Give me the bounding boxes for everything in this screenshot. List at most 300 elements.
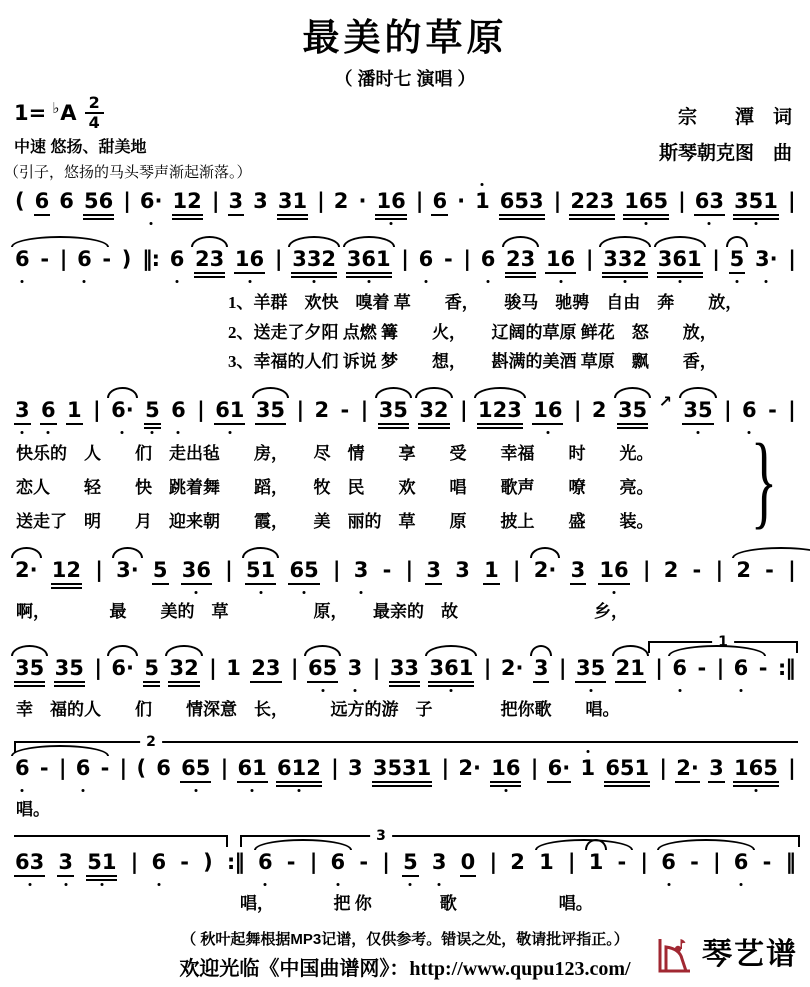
low-octave-dot <box>735 280 738 283</box>
third-ending-label: 3 <box>370 828 392 844</box>
note-token: 332 <box>602 248 648 271</box>
beam-line <box>255 423 286 425</box>
beam-line <box>228 214 245 216</box>
beam-line <box>346 272 392 274</box>
intro-annotation: （引子，悠扬的马头琴声渐起渐落。） <box>4 163 252 181</box>
slur-arc <box>11 645 48 656</box>
beam-line <box>194 272 225 274</box>
note-token: ( <box>136 756 147 780</box>
note-token: - <box>762 849 772 874</box>
beam-line <box>431 214 448 216</box>
beam-line <box>66 423 83 425</box>
beam-line <box>733 214 779 216</box>
note-token: 35 <box>575 657 606 680</box>
high-octave-dot <box>481 183 484 186</box>
barline: | <box>296 398 304 423</box>
note-token: 2· <box>675 757 700 780</box>
low-octave-dot <box>176 280 179 283</box>
note-token: 6 <box>59 188 74 213</box>
beam-line <box>14 875 45 877</box>
beam-line <box>276 785 322 787</box>
note-token: 3· <box>754 248 779 271</box>
note-token: 3 <box>570 559 587 582</box>
beam-line <box>477 427 523 429</box>
beam-line <box>657 276 703 278</box>
note-token: 16 <box>598 559 629 582</box>
slur-arc <box>375 387 412 398</box>
barline: | <box>483 656 491 681</box>
note-token: 6 <box>76 248 93 271</box>
note-token: 361 <box>428 657 474 680</box>
beam-line <box>570 583 587 585</box>
beam-line <box>375 214 406 216</box>
barline: | <box>372 656 380 681</box>
note-token: 2· <box>533 559 558 582</box>
song-title: 最美的草原 <box>302 17 508 58</box>
note-token: 0 <box>460 851 477 874</box>
note-token: 3 <box>533 657 550 680</box>
barline: | <box>640 849 648 874</box>
barline: | <box>309 849 317 874</box>
beam-line <box>617 427 648 429</box>
beam-line <box>34 214 51 216</box>
low-octave-dot <box>248 280 251 283</box>
credits-block <box>659 100 792 172</box>
note-token: 361 <box>346 248 392 271</box>
note-token: 3 <box>253 188 268 213</box>
beam-line <box>490 781 521 783</box>
note-token: 63 <box>694 190 725 213</box>
beam-line <box>598 583 629 585</box>
beam-line <box>733 785 779 787</box>
key-prefix: 1= <box>14 100 47 125</box>
beam-line <box>288 583 319 585</box>
verse-lyric-row-3: 3、幸福的人们 诉说 梦 想， 斟满的美酒 草原 飘 香， <box>228 352 717 372</box>
note-token: 6 <box>75 757 92 780</box>
note-token: 23 <box>505 248 536 271</box>
beam-line <box>389 681 420 683</box>
barline: | <box>415 188 423 213</box>
low-octave-dot <box>409 883 412 886</box>
beam-line <box>214 423 245 425</box>
barline: | <box>274 246 282 271</box>
note-token: 5 <box>144 399 161 422</box>
low-octave-dot <box>678 280 681 283</box>
barline: | <box>405 558 413 583</box>
beam-line <box>389 685 420 687</box>
first-ending-label: 1 <box>712 634 734 650</box>
note-token: - <box>102 246 112 271</box>
note-token: 165 <box>623 190 669 213</box>
piano-note-logo-icon <box>654 933 698 977</box>
note-token: 3 <box>57 851 74 874</box>
barline: | <box>530 756 538 780</box>
note-token: 23 <box>194 248 225 271</box>
low-octave-dot <box>157 883 160 886</box>
note-token: 2 <box>663 558 679 583</box>
beam-line <box>428 681 474 683</box>
note-token: - <box>617 849 627 874</box>
barline: | <box>93 398 100 423</box>
note-token: 6 <box>169 248 186 271</box>
slur-arc <box>343 236 395 247</box>
high-octave-dot <box>586 750 589 753</box>
barline: | <box>225 558 232 583</box>
performer-subtitle: （ 潘时七 演唱 ） <box>334 69 476 90</box>
note-token: 123 <box>477 399 523 422</box>
note-token: 2 <box>510 849 525 874</box>
beam-line <box>14 423 31 425</box>
barline: | <box>788 756 795 780</box>
note-token: 35 <box>617 399 648 422</box>
slur-arc <box>502 236 539 247</box>
note-token: 2· <box>500 656 524 681</box>
low-octave-dot <box>82 789 85 792</box>
note-token: 56 <box>83 190 114 213</box>
note-token: 6 <box>170 399 187 422</box>
beam-line <box>194 276 225 278</box>
logo-text: 琴艺谱 <box>702 938 798 971</box>
note-token: - <box>40 246 50 271</box>
refrain-lyric-row-2: 恋人 轻 快 跳着舞 蹈， 牧 民 欢 唱 歌声 嘹 亮。 <box>16 478 654 498</box>
beam-line <box>375 218 406 220</box>
barline: | <box>788 398 795 423</box>
note-token: 6· <box>547 757 572 780</box>
sheet-music-page <box>0 16 810 987</box>
note-token: 351 <box>733 190 779 213</box>
beam-line <box>425 583 442 585</box>
low-octave-dot <box>228 431 231 434</box>
beam-line <box>277 218 308 220</box>
note-token: 16 <box>545 248 576 271</box>
note-token: 6· <box>139 190 164 213</box>
barline: | <box>119 756 127 780</box>
low-octave-dot <box>739 689 742 692</box>
beam-line <box>234 272 265 274</box>
beam-line <box>307 681 338 683</box>
note-token: 3 <box>347 756 363 780</box>
note-token: 3531 <box>372 757 432 780</box>
note-token: 3 <box>431 851 448 874</box>
low-octave-dot <box>177 431 180 434</box>
verse-lyric-row-2: 2、送走了夕阳 点燃 篝 火， 辽阔的草原 鲜花 怒 放， <box>228 322 717 342</box>
note-token: 6 <box>418 248 435 271</box>
barline: | <box>553 188 561 213</box>
barline: | <box>94 656 101 681</box>
barline: | <box>678 188 685 213</box>
site-credit-line: 欢迎光临《中国曲谱网》：http://www.qupu123.com/ <box>179 957 631 980</box>
slur-arc <box>252 387 289 398</box>
note-token: 51 <box>86 851 117 874</box>
coda-lyric-row: 唱， 把 你 歌 唱。 <box>240 893 593 913</box>
qinyipu-logo <box>654 933 798 977</box>
beam-line <box>291 276 337 278</box>
key-signature <box>14 94 252 132</box>
note-token: 165 <box>733 757 779 780</box>
low-octave-dot <box>121 431 124 434</box>
note-token: 1 <box>483 559 500 582</box>
system-with-first-ending <box>0 634 810 695</box>
beam-line <box>602 272 648 274</box>
low-octave-dot <box>353 689 356 692</box>
beam-line <box>694 214 725 216</box>
low-octave-dot <box>360 591 363 594</box>
low-octave-dot <box>367 280 370 283</box>
note-token: 32 <box>418 399 449 422</box>
interlude-lyric-row: 唱。 <box>16 800 50 820</box>
note-token: 31 <box>277 190 308 213</box>
beam-line <box>57 875 74 877</box>
low-octave-dot <box>21 431 24 434</box>
low-octave-dot <box>47 431 50 434</box>
beam-line <box>86 879 117 881</box>
note-token: 6 <box>733 851 750 874</box>
slur-arc <box>654 236 706 247</box>
barline: | <box>788 246 795 271</box>
barline: | <box>573 398 581 423</box>
low-octave-dot <box>28 883 31 886</box>
note-token: 6 <box>741 399 758 422</box>
note-token: 36 <box>181 559 212 582</box>
low-octave-dot <box>251 789 254 792</box>
beam-line <box>372 781 432 783</box>
barline: | <box>585 246 593 271</box>
note-token: 1 <box>588 851 605 874</box>
note-token: 1 <box>579 757 596 780</box>
beam-line <box>83 214 114 216</box>
note-token: - <box>39 756 49 780</box>
note-token: 3· <box>115 559 140 582</box>
low-octave-dot <box>708 222 711 225</box>
low-octave-dot <box>450 689 453 692</box>
low-octave-dot <box>613 591 616 594</box>
note-token: 35 <box>682 399 713 422</box>
note-token: 35 <box>255 399 286 422</box>
beam-line <box>86 875 117 877</box>
slur-arc <box>726 236 749 247</box>
beam-line <box>499 218 545 220</box>
barline: | <box>459 398 467 423</box>
beam-line <box>172 214 203 216</box>
beam-line <box>418 427 449 429</box>
note-token: 3 <box>347 657 364 680</box>
slur-arc <box>304 645 341 656</box>
slur-arc <box>415 387 452 398</box>
note-token: - <box>692 558 702 583</box>
beam-line <box>276 781 322 783</box>
barline: | <box>197 398 204 423</box>
notation-system-chorus-1 <box>12 543 798 597</box>
beam-line <box>604 781 650 783</box>
low-octave-dot <box>546 431 549 434</box>
barline: | <box>489 849 497 874</box>
low-octave-dot <box>754 222 757 225</box>
slur-arc <box>614 387 651 398</box>
note-token: 1 <box>538 851 555 874</box>
beam-line <box>51 587 82 589</box>
note-token: 16 <box>532 399 563 422</box>
note-token: 6· <box>110 657 135 680</box>
barline: :‖ <box>226 849 244 874</box>
beam-line <box>152 583 169 585</box>
low-octave-dot <box>424 280 427 283</box>
beam-line <box>418 423 449 425</box>
slur-arc <box>474 387 526 398</box>
beam-line <box>708 781 725 783</box>
note-token: 6 <box>14 248 31 271</box>
barline: | <box>58 756 66 780</box>
barline: | <box>655 656 662 681</box>
slur-arc <box>530 645 553 656</box>
low-octave-dot <box>194 789 197 792</box>
barline: | <box>95 558 102 583</box>
note-token: 61 <box>237 757 268 780</box>
beam-line <box>604 785 650 787</box>
note-token: 6 <box>257 851 274 874</box>
glissando-arrow-icon: ↗ <box>658 392 672 412</box>
notation-system-verse-1 <box>12 232 798 286</box>
beam-line <box>143 685 160 687</box>
note-token: - <box>180 849 189 874</box>
low-octave-dot <box>100 883 103 886</box>
slur-arc <box>288 236 340 247</box>
note-token: 2· <box>14 559 39 582</box>
low-octave-dot <box>438 883 441 886</box>
beam-line <box>172 218 203 220</box>
beam-line <box>733 218 779 220</box>
key-letter: A <box>60 100 77 125</box>
notation-system-chorus-2 <box>12 641 798 695</box>
low-octave-dot <box>303 591 306 594</box>
low-octave-dot <box>765 280 768 283</box>
barline: | <box>715 558 723 583</box>
note-token: 3 <box>228 190 245 213</box>
note-token: 1 <box>66 399 83 422</box>
note-token: - <box>340 398 350 423</box>
beam-line <box>428 685 474 687</box>
barline: ‖: <box>142 246 159 271</box>
note-token: 16 <box>490 757 521 780</box>
barline: | <box>220 756 228 780</box>
note-token: 35 <box>14 657 45 680</box>
beam-line <box>83 218 114 220</box>
low-octave-dot <box>297 789 300 792</box>
slur-arc <box>612 645 649 656</box>
note-token: 65 <box>307 657 338 680</box>
note-token: 361 <box>657 248 703 271</box>
slur-arc <box>679 387 716 398</box>
beam-line <box>729 272 746 274</box>
note-token: 2 <box>333 188 349 213</box>
beam-line <box>168 685 199 687</box>
beam-line <box>54 681 85 683</box>
note-token: 35 <box>378 399 409 422</box>
note-token: 6 <box>150 851 167 874</box>
refrain-lyric-row-3: 送走了 明 月 迎来朝 霞， 美 丽的 草 原 披上 盛 装。 <box>16 512 654 532</box>
beam-line <box>623 214 669 216</box>
low-octave-dot <box>589 689 592 692</box>
verse-lyric-row-1: 1、羊群 欢快 嗅着 草 香， 骏马 驰骋 自由 奔 放， <box>228 292 743 312</box>
barline: | <box>332 558 340 583</box>
note-token: 33 <box>389 657 420 680</box>
barline: | <box>211 188 219 213</box>
beam-line <box>505 276 536 278</box>
note-token: 6 <box>40 399 57 422</box>
second-ending-label: 2 <box>140 734 162 750</box>
note-token: 5 <box>402 851 419 874</box>
flat-sign-icon: ♭ <box>52 98 60 117</box>
note-token: 21 <box>615 657 646 680</box>
note-token: 6 <box>671 657 688 680</box>
beam-line <box>490 785 521 787</box>
beam-line <box>143 681 160 683</box>
beam-line <box>533 681 550 683</box>
note-token: - <box>768 398 777 423</box>
low-octave-dot <box>504 789 507 792</box>
note-token: ) <box>121 246 132 271</box>
note-token: - <box>758 656 768 681</box>
chorus-lyric-row-1: 啊， 最 美的 草 原， 最亲的 故 乡， <box>16 602 628 622</box>
note-token: 51 <box>245 559 276 582</box>
beam-line <box>569 218 615 220</box>
note-token: 2 <box>591 398 607 423</box>
note-token: 6 <box>660 851 677 874</box>
note-token: 3 <box>425 559 442 582</box>
note-token: 16 <box>234 248 265 271</box>
second-ending-bracket-continuation <box>14 835 228 847</box>
low-octave-dot <box>390 222 393 225</box>
barline: | <box>787 188 795 213</box>
low-octave-dot <box>624 280 627 283</box>
slur-arc <box>11 236 109 247</box>
slur-arc <box>11 547 42 558</box>
barline: | <box>209 656 216 681</box>
beam-line <box>505 272 536 274</box>
note-token: 3 <box>14 399 31 422</box>
beam-line <box>168 681 199 683</box>
note-token: 3 <box>353 559 370 582</box>
note-token: 332 <box>291 248 337 271</box>
beam-line <box>180 781 211 783</box>
note-token: 16 <box>375 190 406 213</box>
beam-line <box>545 272 576 274</box>
low-octave-dot <box>151 431 154 434</box>
barline: | <box>441 756 449 780</box>
note-token: 61 <box>214 399 245 422</box>
beam-line <box>499 214 545 216</box>
slur-arc <box>107 387 138 398</box>
note-token: 651 <box>604 757 650 780</box>
tempo-marking: 中速 悠扬、甜美地 <box>14 138 147 156</box>
barline: | <box>712 849 720 874</box>
beam-line <box>623 218 669 220</box>
note-token: - <box>697 656 707 681</box>
note-token: - <box>359 849 369 874</box>
note-token: 2· <box>458 756 482 780</box>
low-octave-dot <box>645 222 648 225</box>
slur-arc <box>165 645 202 656</box>
note-token: 23 <box>250 657 281 680</box>
beam-line <box>402 875 419 877</box>
note-token: 12 <box>172 190 203 213</box>
slur-arc <box>530 547 561 558</box>
notation-system-verse-2 <box>12 383 798 437</box>
note-token: - <box>765 558 774 583</box>
barline: | <box>712 246 719 271</box>
note-token: - <box>286 849 296 874</box>
note-token: 2 <box>735 559 752 582</box>
beam-line <box>40 423 57 425</box>
